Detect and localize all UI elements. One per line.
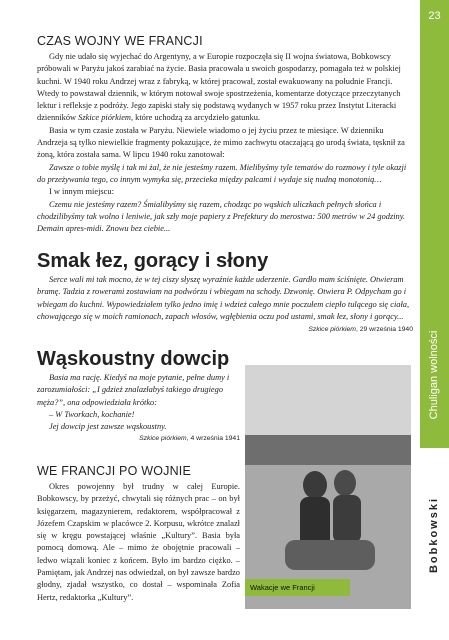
paragraph: Gdy nie udało się wyjechać do Argentyny, a w Europie rozpoczęła się II wojna światowa, Bobkowscy próbowali w Paryżu jakoś zarabiać na życie. Basia pracowała u swoich gospodarzy, pomagała też w polskiej kuchni. W 1940 roku Andrzej wraz z fabryką, w której pracował, został ewakuowany na południe Francji. Wtedy to powstawał dziennik, w którym notował swoje spostrzeżenia, komentarze dotyczące przeczytanych lektur i refleksje z podróży. Jego zapiski stały się podstawą wydanych w 1957 roku przez Instytut Literacki dzienników Szkice piórkiem, które uchodzą za arcydzieło gatunku.: [37, 52, 401, 123]
section-tears: [37, 250, 413, 333]
paragraph: Basia w tym czasie została w Paryżu. Niewiele wiadomo o jej życiu przez te miesiące. W dzienniku Andrzeja są tylko niewielkie fragmenty pokazujące, że mimo zachwytu otaczającą go urodą świata, tęsknił za żoną, która została sama. W lipcu 1940 roku zanotował:: [37, 125, 405, 160]
quote: Serce wali mi tak mocno, że w tej ciszy słyszę wyraźnie każde uderzenie. Gardło mam ściśnięte. Otwieram bramę. Tadzia z rowerami zostawiam na podwórzu i wbiegam na schody. Dzwonię. Otwiera P. Odpycham go i wbiegam do kuchni. Wypowiedziałem tylko jedno imię i wdzież całego mnie poczułem ciepło tulącego się ciała, chowającego się w moich ramionach, zapach włosów, wgłębienia oczu pod ustami, smak łez, słony i gorący...: [37, 275, 410, 321]
photo-caption: Wakacje we Francji: [245, 579, 350, 596]
section-wit: [37, 348, 240, 442]
quote: Zawsze o tobie myślę i tak mi żal, że nie jesteśmy razem. Mielibyśmy tyle tematów do rozmowy i tyle okazji do przeżywania tego, co innym wymyka się, przecieka między palcami i wydaje się nudną monotonią…: [37, 162, 407, 184]
photo-illustration: [245, 365, 411, 609]
photo-vacation: [245, 365, 411, 609]
signature: Szkice piórkiem, 4 września 1941: [139, 435, 240, 443]
section-heading: CZAS WOJNY WE FRANCJI: [37, 34, 203, 48]
paragraph: I w innym miejscu:: [49, 187, 114, 197]
paragraph: Okres powojenny był trudny w całej Europie. Bobkowscy, by przeżyć, chwytali się różnych prac – on był księgarzem, magazynierem, redaktorem, współpracował z Józefem Czapskim w placówce 2. Korpusu, wkrótce znalazł się w kręgu powstającej właśnie „Kultury”. Basia była pomocą domową. Ale – mimo że obojętnie pracowali – ledwo wiązali koniec z końcem. Było im bardzo ciężko. – Pamiętam, jak Andrzej nas odwiedzał, on był zawsze bardzo głodny, zjadał wszystko, co dostał – wspominała Zofia Hertz, redaktorka „Kultury”.: [37, 482, 240, 602]
section-war-france: [37, 34, 413, 235]
quote: – W Tworkach, kochanie!: [49, 409, 135, 419]
quote: Czemu nie jesteśmy razem? Śmialibyśmy się razem, chodząc po wąskich uliczkach pełnych słońca i chodzilibyśmy tak wolno i leniwie, jak szły moje papiery z Prefektury do merostwa: 500 metrów w 24 godziny. Demain apres-midi. Znowu bez ciebie...: [37, 199, 406, 234]
signature: Szkice piórkiem, 29 września 1940: [308, 326, 413, 334]
section-heading: WE FRANCJI PO WOJNIE: [37, 464, 191, 478]
section-label: Chuligan wolności: [428, 330, 440, 420]
author-label: Bobkowski: [428, 496, 440, 574]
quote: Jej dowcip jest zawsze wąskoustny.: [49, 422, 167, 432]
quote: Basia ma rację. Kiedyś na moje pytanie, pełne dumy i zarozumiałości: „I gdzież znalazłabyś takiego drugiego męża?”, ona odpowiedziała krótko:: [37, 373, 230, 407]
page-number: 23: [428, 10, 441, 22]
section-postwar: [37, 464, 240, 604]
section-heading: Wąskoustny dowcip: [37, 348, 230, 370]
section-heading: Smak łez, gorący i słony: [37, 250, 269, 272]
